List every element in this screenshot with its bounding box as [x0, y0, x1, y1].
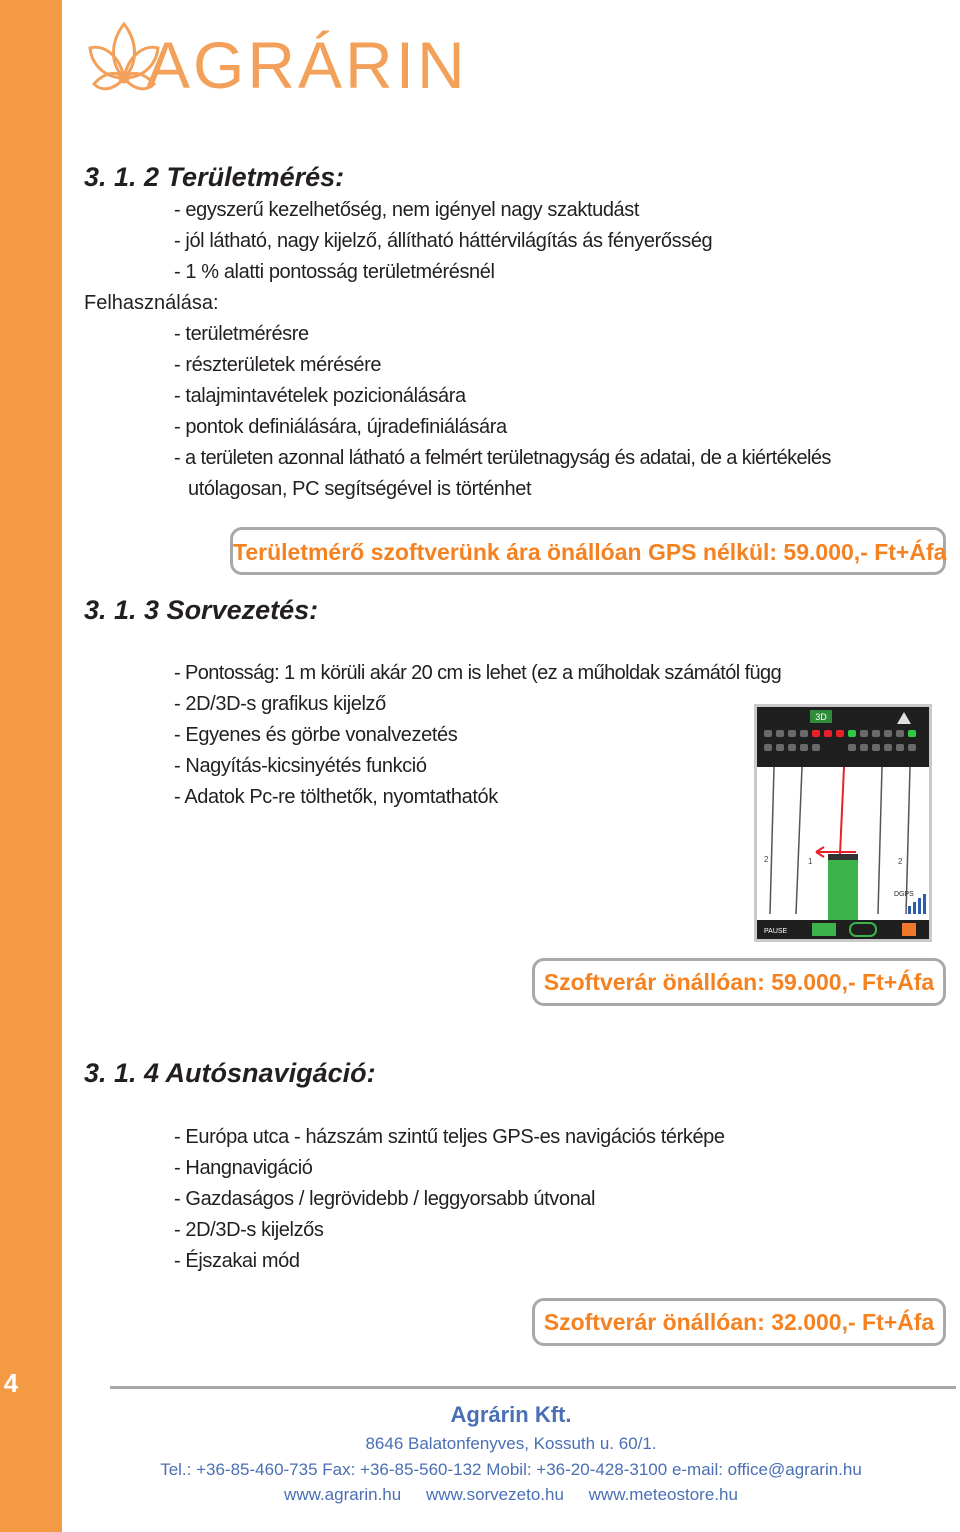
- orange-sidebar: [0, 0, 62, 1532]
- link-sorvezeto[interactable]: www.sorvezeto.hu: [425, 1485, 564, 1504]
- list-item: - Éjszakai mód: [174, 1250, 300, 1272]
- list-item: - 1 % alatti pontosság területmérésnél: [174, 261, 495, 283]
- mode-badge-text: 3D: [815, 712, 827, 722]
- footer-divider: [110, 1386, 956, 1389]
- list-item: - Egyenes és görbe vonalvezetés: [174, 724, 458, 746]
- footer-company: Agrárin Kft.: [450, 1402, 572, 1427]
- tractor-icon: [812, 923, 836, 936]
- price-box-teruletmeres: Területmérő szoftverünk ára önállóan GPS nélkül: 59.000,- Ft+Áfa: [230, 527, 946, 575]
- list-item-continuation: utólagosan, PC segítségével is történhet: [188, 478, 532, 500]
- footer-links: [62, 1486, 960, 1503]
- list-item: - Gazdaságos / legrövidebb / leggyorsabb útvonal: [174, 1188, 596, 1210]
- list-item: - Hangnavigáció: [174, 1157, 313, 1179]
- logo-text: AGRÁRIN: [146, 28, 468, 102]
- agrarin-logo: [84, 12, 544, 104]
- track-mark-right: 2: [898, 857, 903, 866]
- footer-address: 8646 Balatonfenyves, Kossuth u. 60/1.: [365, 1434, 657, 1453]
- link-agrarin[interactable]: www.agrarin.hu: [284, 1485, 402, 1504]
- usage-label: Felhasználása:: [84, 292, 219, 314]
- pause-label: PAUSE: [764, 928, 788, 935]
- settings-icon: [902, 923, 916, 936]
- footer-contact: Tel.: +36-85-460-735 Fax: +36-85-560-132 Mobil: +36-20-428-3100 e-mail: office@agrarin.hu: [160, 1460, 862, 1479]
- list-item: - 2D/3D-s grafikus kijelző: [174, 693, 386, 715]
- track-mark-left: 2: [764, 855, 769, 864]
- section-heading-teruletmeres: 3. 1. 2 Területmérés:: [84, 162, 345, 192]
- list-item: - Adatok Pc-re tölthetők, nyomtathatók: [174, 786, 498, 808]
- list-item: - Európa utca - házszám szintű teljes GPS-es navigációs térképe: [174, 1126, 725, 1148]
- list-item: - Nagyítás-kicsinyétés funkció: [174, 755, 427, 777]
- list-item: - a területen azonnal látható a felmért területnagyság és adatai, de a kiértékelés: [174, 447, 831, 469]
- list-item: - 2D/3D-s kijelzős: [174, 1219, 324, 1241]
- page-number: 4: [3, 1368, 19, 1398]
- section-heading-sorvezetes: 3. 1. 3 Sorvezetés:: [84, 595, 319, 625]
- list-item: - Pontosság: 1 m körüli akár 20 cm is lehet (ez a műholdak számától függ: [174, 662, 782, 684]
- guidance-screen-image: [754, 704, 932, 942]
- track-mark-center: 1: [808, 857, 813, 866]
- list-item: - talajmintavételek pozicionálására: [174, 385, 466, 407]
- list-item: - jól látható, nagy kijelző, állítható háttérvilágítás ás fényerősség: [174, 230, 713, 252]
- section-heading-autosnavigacio: 3. 1. 4 Autósnavigáció:: [84, 1058, 376, 1088]
- list-item: - egyszerű kezelhetőség, nem igényel nagy szaktudást: [174, 199, 640, 221]
- list-item: - pontok definiálására, újradefiniálására: [174, 416, 507, 438]
- link-meteostore[interactable]: www.meteostore.hu: [588, 1485, 738, 1504]
- list-item: - részterületek mérésére: [174, 354, 382, 376]
- price-box-sorvezetes: Szoftverár önállóan: 59.000,- Ft+Áfa: [532, 958, 946, 1006]
- list-item: - területmérésre: [174, 323, 309, 345]
- price-box-autosnavigacio: Szoftverár önállóan: 32.000,- Ft+Áfa: [532, 1298, 946, 1346]
- gps-status-text: DGPS: [894, 891, 914, 898]
